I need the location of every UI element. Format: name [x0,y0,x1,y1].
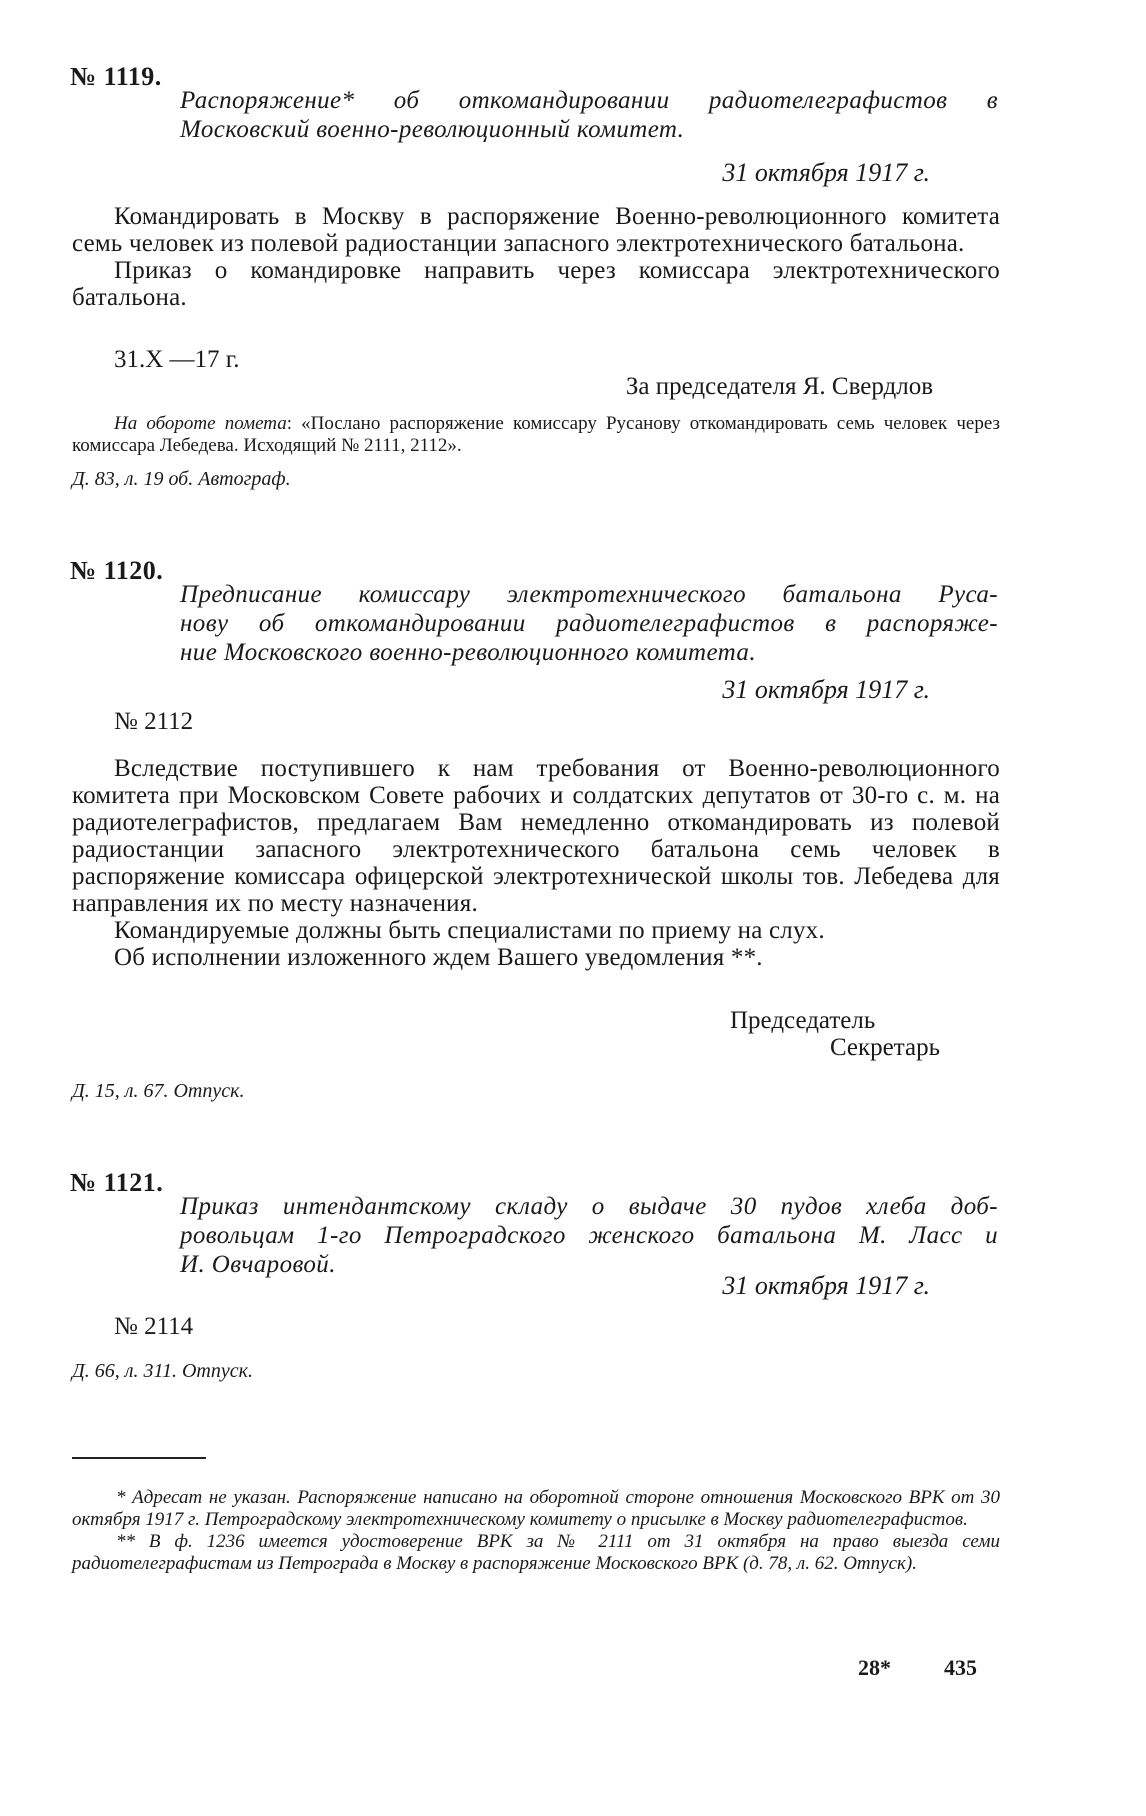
page-number: 435 [944,1655,977,1680]
title-line: Московский военно-революционный комитет. [180,116,685,143]
doc-signers-1120 [730,1007,940,1061]
footnote-1: * Адресат не указан. Распоряжение написано на оборотной стороне отношения Московского ВРК от 30 октября 1917 г. Петроградскому электротехническому комитету о присылке в Москву радиотелеграфистов. [72,1487,1000,1530]
footnote-divider [72,1457,206,1459]
doc-source-1119: Д. 83, л. 19 об. Автограф. [72,468,291,490]
title-line: нову об откомандировании радиотелеграфистов в распоряже- [180,610,998,637]
paragraph: Приказ о командировке направить через комиссара электротехнического батальона. [72,257,1000,311]
doc-note-1119 [72,413,1000,457]
footnote-2: ** В ф. 1236 имеется удостоверение ВРК за № 2111 от 31 октября на право выезда семи радиотелеграфистам из Петрограда в Москву в распоряжение Московского ВРК (д. 78, л. 62. Отпуск). [72,1531,1000,1574]
doc-date-1121: 31 октября 1917 г. [722,1271,930,1300]
signer-secretary: Секретарь [829,1034,940,1061]
doc-source-1121: Д. 66, л. 311. Отпуск. [72,1360,253,1382]
note-text: : «Послано распоряжение комиссару Русанову откомандировать семь человек через комиссара Лебедева. Исходящий № 2111, 2112». [72,413,1001,456]
doc-source-1120: Д. 15, л. 67. Отпуск. [72,1080,245,1102]
doc-date-1119: 31 октября 1917 г. [722,158,930,187]
title-line: И. Овчаровой. [180,1251,336,1278]
doc-number-1119: № 1119. [70,62,162,91]
doc-title-1120 [180,580,998,667]
signer-chairman: Председатель [730,1007,876,1034]
doc-title-1121 [180,1192,998,1279]
doc-body-1120 [72,755,1000,971]
doc-signature-1119: За председателя Я. Свердлов [625,373,933,400]
paragraph: Вследствие поступившего к нам требования от Военно-революционного комитета при Московском Совете рабочих и солдатских депутатов от 30-го с. м. на радиотелеграфистов, предлагаем Вам немедленно откомандировать из полевой радиостанции запасного электротехнического батальона семь человек в распоряжение комиссара офицерской электротехнической школы тов. Лебедева для направления их по месту назначения. [72,755,1000,917]
title-line: Распоряжение* об откомандировании радиотелеграфистов в [180,87,998,114]
paragraph: Об исполнении изложенного ждем Вашего уведомления **. [114,944,763,971]
title-line: Предписание комиссару электротехнического батальона Руса- [180,581,998,608]
paragraph: Командируемые должны быть специалистами по приему на слух. [114,917,825,944]
title-line: Приказ интендантскому складу о выдаче 30 пудов хлеба доб- [180,1193,998,1220]
title-line: ровольцам 1-го Петроградского женского батальона М. Ласс и [180,1222,998,1249]
doc-outgoing-1121: № 2114 [114,1313,194,1340]
doc-number-1121: № 1121. [70,1168,164,1197]
doc-short-date-1119: 31.X —17 г. [114,346,240,373]
doc-title-1119 [180,86,998,144]
title-line: ние Московского военно-революционного комитета. [180,639,756,666]
doc-date-1120: 31 октября 1917 г. [722,675,930,704]
footnotes [72,1487,1000,1575]
doc-body-1119 [72,203,1000,311]
signature-mark: 28* [858,1655,891,1680]
doc-outgoing-1120: № 2112 [114,708,194,735]
note-label: На обороте помета [114,413,287,434]
paragraph: Командировать в Москву в распоряжение Военно-революционного комитета семь человек из полевой радиостанции запасного электротехнического батальона. [72,203,1000,257]
doc-number-1120: № 1120. [70,556,164,585]
